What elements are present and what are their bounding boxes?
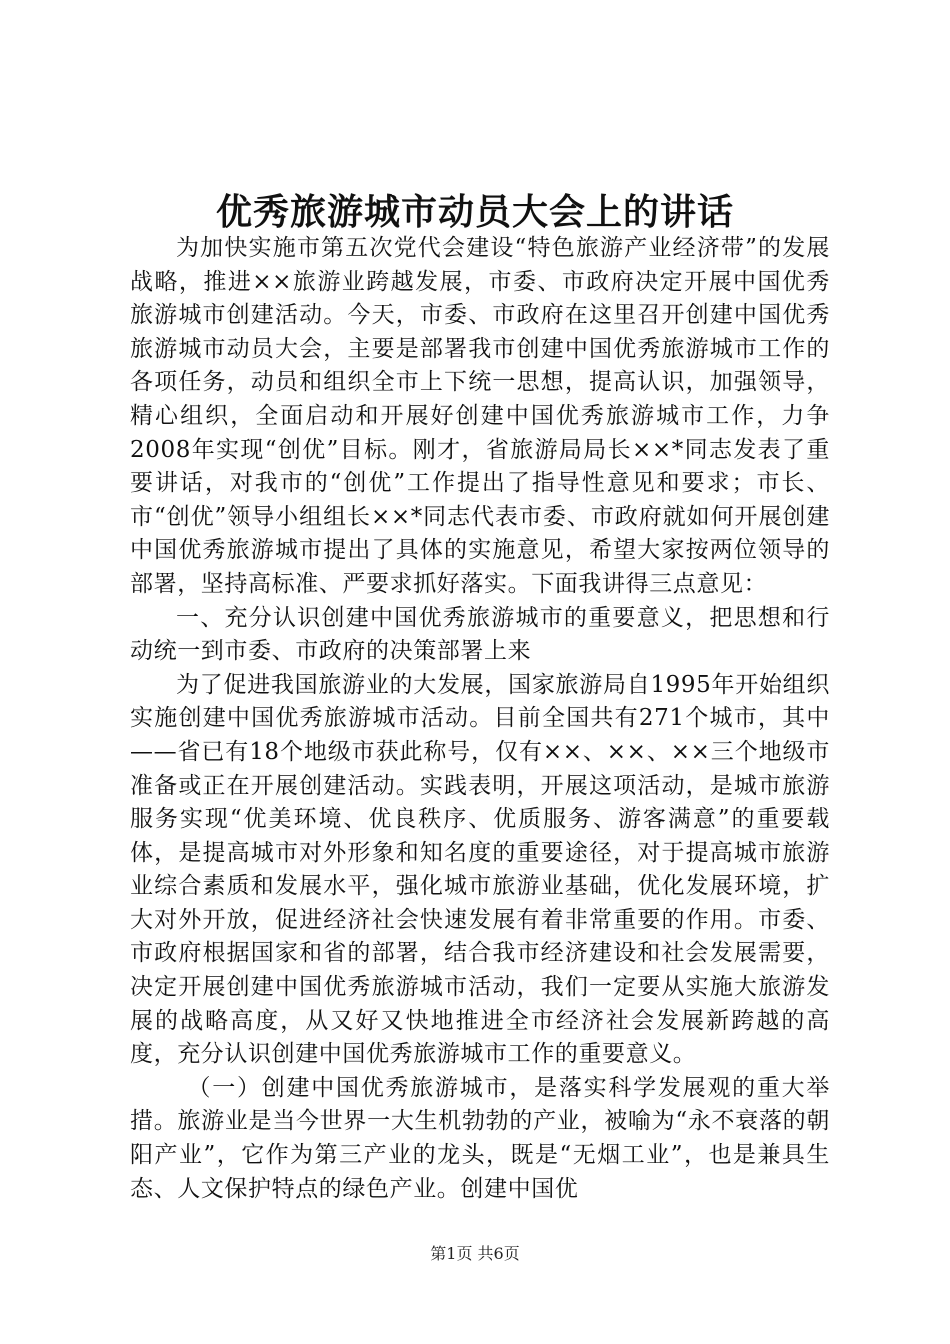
paragraph-intro: 为加快实施市第五次党代会建设“特色旅游产业经济带”的发展战略，推进××旅游业跨越发展，市委、市政府决定开展中国优秀旅游城市创建活动。今天，市委、市政府在这里召开创建中国优秀旅游城市动员大会，主要是部署我市创建中国优秀旅游城市工作的各项任务，动员和组织全市上下统一思想，提高认识，加强领导，精心组织，全面启动和开展好创建中国优秀旅游城市工作，力争2008年实现“创优”目标。刚才，省旅游局局长××*同志发表了重要讲话，对我市的“创优”工作提出了指导性意见和要求；市长、市“创优”领导小组组长××*同志代表市委、市政府就如何开展创建中国优秀旅游城市提出了具体的实施意见，希望大家按两位领导的部署，坚持高标准、严要求抓好落实。下面我讲得三点意见：	[130, 235, 830, 597]
paragraph-subsection-1: （一）创建中国优秀旅游城市，是落实科学发展观的重大举措。旅游业是当今世界一大生机勃勃的产业，被喻为“永不衰落的朝阳产业”，它作为第三产业的龙头，既是“无烟工业”，也是兼具生态、人文保护特点的绿色产业。创建中国优	[130, 1074, 830, 1202]
document-title: 优秀旅游城市动员大会上的讲话	[215, 191, 734, 233]
page-number-footer: 第1页 共6页	[430, 1244, 520, 1263]
paragraph-section-1-body: 为了促进我国旅游业的大发展，国家旅游局自1995年开始组织实施创建中国优秀旅游城市活动。目前全国共有271个城市，其中——省已有18个地级市获此称号，仅有××、××、××三个地级市准备或正在开展创建活动。实践表明，开展这项活动，是城市旅游服务实现“优美环境、优良秩序、优质服务、游客满意”的重要载体，是提高城市对外形象和知名度的重要途径，对于提高城市旅游业综合素质和发展水平，强化城市旅游业基础，优化发展环境，扩大对外开放，促进经济社会快速发展有着非常重要的作用。市委、市政府根据国家和省的部署，结合我市经济建设和社会发展需要，决定开展创建中国优秀旅游城市活动，我们一定要从实施大旅游发展的战略高度，从又好又快地推进全市经济社会发展新跨越的高度，充分认识创建中国优秀旅游城市工作的重要意义。	[130, 671, 830, 1068]
document-body	[130, 232, 830, 1206]
paragraph-section-heading-1: 一、充分认识创建中国优秀旅游城市的重要意义，把思想和行动统一到市委、市政府的决策部署上来	[130, 604, 830, 665]
